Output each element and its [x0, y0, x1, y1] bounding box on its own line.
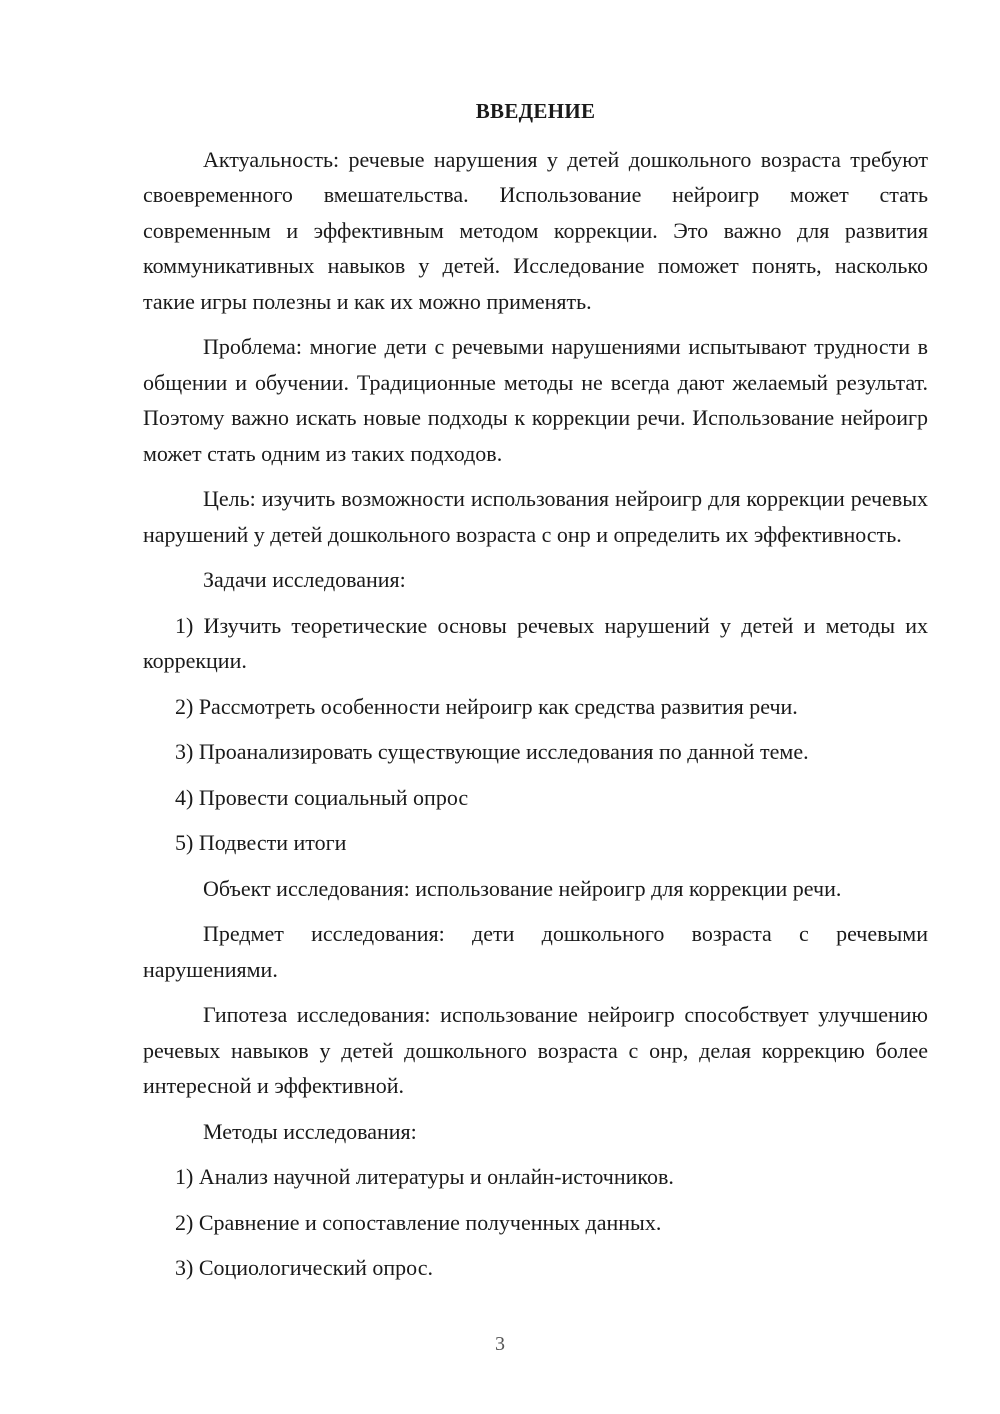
page-number: 3: [495, 1333, 505, 1355]
subject-paragraph: Предмет исследования: дети дошкольного возраста с речевыми нарушениями.: [143, 921, 928, 982]
tasks-heading: Задачи исследования:: [203, 567, 406, 592]
method-item-2: 2) Сравнение и сопоставление полученных данных.: [175, 1209, 662, 1235]
task-item-1: 1) Изучить теоретические основы речевых нарушений у детей и методы их коррекции.: [143, 612, 928, 673]
task-item-3: 3) Проанализировать существующие исследования по данной теме.: [175, 739, 809, 764]
page-content: [143, 94, 928, 1296]
hypothesis-paragraph: Гипотеза исследования: использование нейроигр способствует улучшению речевых навыков у детей дошкольного возраста с онр, делая коррекцию более интересной и эффективной.: [143, 1002, 928, 1098]
method-item-1: 1) Анализ научной литературы и онлайн-источников.: [175, 1164, 674, 1189]
object-paragraph: Объект исследования: использование нейроигр для коррекции речи.: [203, 875, 842, 901]
problem-paragraph: Проблема: многие дети с речевыми нарушениями испытывают трудности в общении и обучении. Традиционные методы не всегда дают желаемый результат. Поэтому важно искать новые подходы к коррекции речи. Использование нейроигр может стать одним из таких подходов.: [143, 334, 928, 466]
goal-paragraph: Цель: изучить возможности использования нейроигр для коррекции речевых нарушений у детей дошкольного возраста с онр и определить их эффективность.: [143, 486, 928, 547]
method-item-3: 3) Социологический опрос.: [175, 1255, 433, 1280]
task-item-4: 4) Провести социальный опрос: [175, 784, 469, 810]
relevance-paragraph: Актуальность: речевые нарушения у детей дошкольного возраста требуют своевременного вмешательства. Использование нейроигр может стать современным и эффективным методом коррекции. Это важно для развития коммуникативных навыков у детей. Исследование поможет понять, насколько такие игры полезны и как их можно применять.: [143, 146, 928, 314]
task-item-5: 5) Подвести итоги: [175, 830, 347, 855]
section-title: ВВЕДЕНИЕ: [475, 99, 596, 123]
task-item-2: 2) Рассмотреть особенности нейроигр как средства развития речи.: [175, 693, 798, 719]
methods-heading: Методы исследования:: [203, 1118, 417, 1144]
